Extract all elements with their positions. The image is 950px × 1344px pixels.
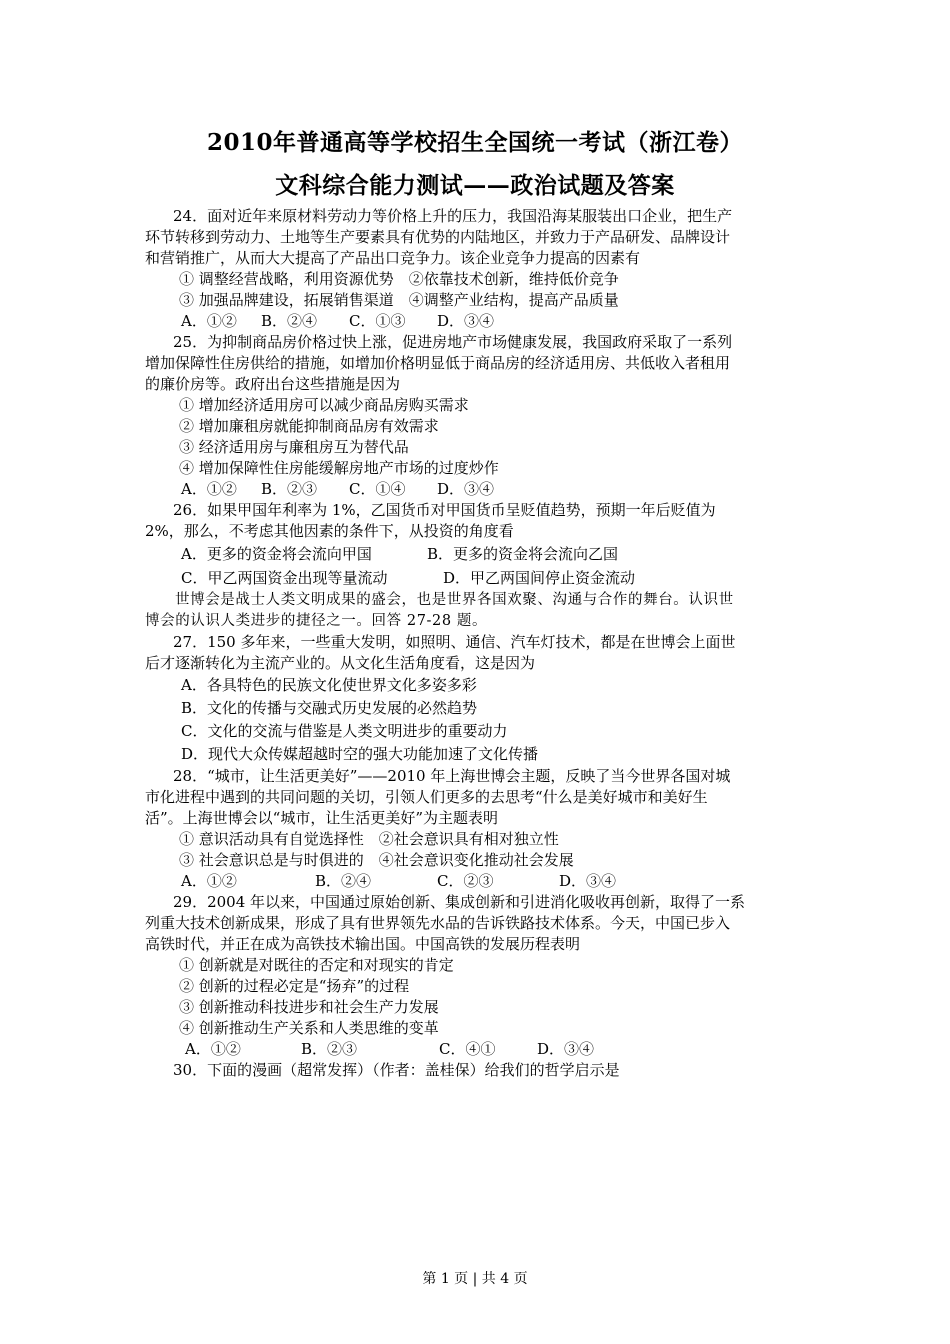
choice-d: D．现代大众传媒超越时空的强大功能加速了文化传播	[181, 745, 539, 763]
choice-a: A．①②	[181, 312, 237, 330]
choice-b: B．②③	[301, 1040, 358, 1058]
choice-c: C．文化的交流与借鉴是人类文明进步的重要动力	[181, 722, 508, 740]
question-28-item: ① 意识活动具有自觉选择性 ②社会意识具有相对独立性	[179, 830, 559, 848]
question-28-stem: 市化进程中遇到的共同问题的关切，引领人们更多的去思考“什么是美好城市和美好生	[145, 788, 708, 806]
question-29-choices	[145, 1039, 807, 1060]
question-29	[145, 892, 807, 1060]
question-25-item: ③ 经济适用房与廉租房互为替代品	[179, 438, 409, 456]
question-30	[145, 1060, 807, 1081]
question-list	[145, 206, 807, 1081]
question-25-choices	[145, 479, 807, 500]
question-28-choices	[145, 871, 807, 892]
question-25-stem: 25．为抑制商品房价格过快上涨，促进房地产市场健康发展，我国政府采取了一系列	[173, 333, 733, 351]
choice-a: A．各具特色的民族文化使世界文化多姿多彩	[181, 676, 477, 694]
page-subtitle: 文科综合能力测试——政治试题及答案	[275, 172, 675, 199]
question-25-stem: 增加保障性住房供给的措施，如增加价格明显低于商品房的经济适用房、共低收入者租用	[145, 354, 731, 372]
choice-a: A．①②	[181, 872, 237, 890]
choice-b: B．文化的传播与交融式历史发展的必然趋势	[181, 699, 478, 717]
question-24-choices	[145, 311, 807, 332]
question-26-choices-row-2	[145, 566, 807, 590]
choice-a: A．①②	[181, 480, 237, 498]
intro-line: 博会的认识人类进步的捷径之一。回答 27-28 题。	[145, 613, 488, 629]
question-28	[145, 766, 807, 892]
choice-d: D．③④	[437, 480, 495, 498]
question-30-stem: 30．下面的漫画（超常发挥）（作者：盖桂保）给我们的哲学启示是	[173, 1061, 620, 1079]
question-24-stem: 环节转移到劳动力、土地等生产要素具有优势的内陆地区，并致力于产品研发、品牌设计	[145, 228, 731, 246]
question-24-item: ① 调整经营战略，利用资源优势 ②依靠技术创新，维持低价竞争	[179, 270, 619, 288]
question-24	[145, 206, 807, 332]
expo-intro	[145, 590, 807, 632]
question-24-stem: 和营销推广，从而大大提高了产品出口竞争力。该企业竞争力提高的因素有	[145, 249, 641, 267]
question-28-stem: 活”。上海世博会以“城市，让生活更美好”为主题表明	[145, 809, 499, 827]
choice-d: D．③④	[537, 1040, 595, 1058]
choice-b: B．②④	[261, 312, 318, 330]
question-27	[145, 632, 807, 766]
question-26	[145, 500, 807, 590]
question-29-stem: 29．2004 年以来，中国通过原始创新、集成创新和引进消化吸收再创新，取得了一系	[173, 893, 746, 911]
choice-a: A．①②	[185, 1040, 241, 1058]
choice-b: B．②③	[261, 480, 318, 498]
question-29-stem: 高铁时代，并正在成为高铁技术输出国。中国高铁的发展历程表明	[145, 935, 581, 953]
question-24-stem: 24．面对近年来原材料劳动力等价格上升的压力，我国沿海某服装出口企业，把生产	[173, 207, 733, 225]
intro-line: 世博会是战士人类文明成果的盛会，也是世界各国欢聚、沟通与合作的舞台。认识世	[175, 592, 734, 608]
choice-c: C．②③	[437, 872, 494, 890]
question-29-item: ③ 创新推动科技进步和社会生产力发展	[179, 998, 439, 1016]
question-26-stem: 2%，那么，不考虑其他因素的条件下，从投资的角度看	[145, 522, 514, 540]
question-29-item: ④ 创新推动生产关系和人类思维的变革	[179, 1019, 439, 1037]
page-footer: 第 1 页 | 共 4 页	[422, 1271, 528, 1287]
question-26-stem: 26．如果甲国年利率为 1%，乙国货币对甲国货币呈贬值趋势，预期一年后贬值为	[173, 501, 716, 519]
question-28-item: ③ 社会意识总是与时俱进的 ④社会意识变化推动社会发展	[179, 851, 574, 869]
question-25-item: ② 增加廉租房就能抑制商品房有效需求	[179, 417, 439, 435]
question-29-stem: 列重大技术创新成果，形成了具有世界领先水品的告诉铁路技术体系。今天，中国已步入	[145, 914, 731, 932]
question-25-stem: 的廉价房等。政府出台这些措施是因为	[145, 375, 401, 393]
choice-d: D．③④	[559, 872, 617, 890]
question-28-stem: 28．“城市，让生活更美好”——2010 年上海世博会主题，反映了当今世界各国对城	[173, 767, 731, 785]
question-25	[145, 332, 807, 500]
choice-c: C．④①	[439, 1040, 496, 1058]
question-26-choices-row-1	[145, 542, 807, 566]
choice-c: C．甲乙两国资金出现等量流动	[181, 569, 388, 587]
choice-b: B．更多的资金将会流向乙国	[427, 545, 619, 563]
choice-a: A．更多的资金将会流向甲国	[181, 545, 372, 563]
question-29-item: ② 创新的过程必定是“扬弃”的过程	[179, 977, 410, 995]
question-29-item: ① 创新就是对既往的否定和对现实的肯定	[179, 956, 454, 974]
question-27-stem: 27．150 多年来，一些重大发明，如照明、通信、汽车灯技术，都是在世博会上面世	[173, 633, 736, 651]
page-title: 2010年普通高等学校招生全国统一考试（浙江卷）	[206, 129, 743, 156]
question-25-item: ① 增加经济适用房可以减少商品房购买需求	[179, 396, 469, 414]
choice-d: D．③④	[437, 312, 495, 330]
question-27-stem: 后才逐渐转化为主流产业的。从文化生活角度看，这是因为	[145, 654, 536, 672]
choice-c: C．①④	[349, 480, 406, 498]
choice-b: B．②④	[315, 872, 372, 890]
question-24-item: ③ 加强品牌建设，拓展销售渠道 ④调整产业结构，提高产品质量	[179, 291, 619, 309]
question-25-item: ④ 增加保障性住房能缓解房地产市场的过度炒作	[179, 459, 499, 477]
choice-c: C．①③	[349, 312, 406, 330]
choice-d: D．甲乙两国间停止资金流动	[443, 569, 636, 587]
